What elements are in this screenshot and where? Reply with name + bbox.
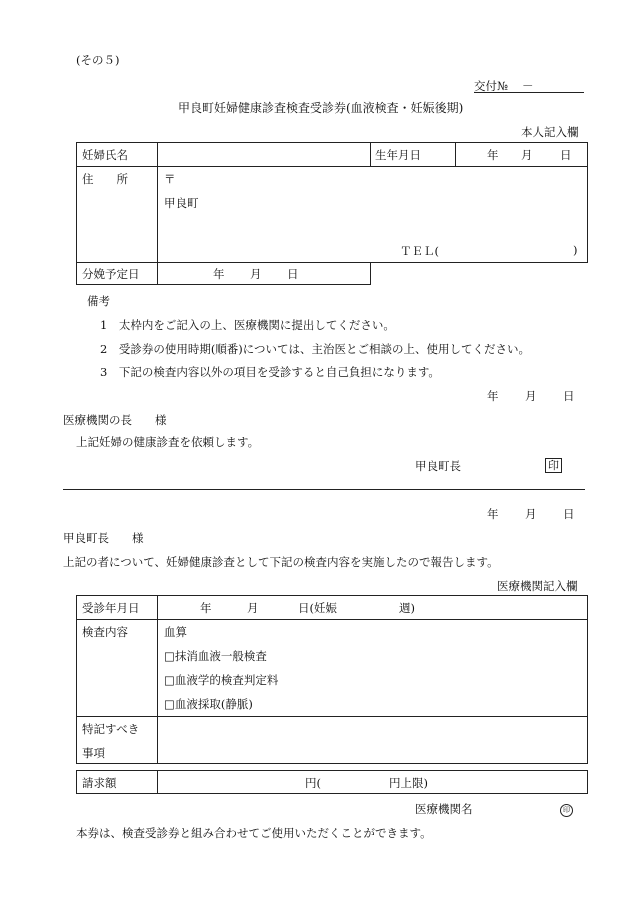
exam-item-hematology-fee[interactable]: □血液学的検査判定料	[164, 673, 279, 687]
request-date-day: 日	[563, 389, 575, 403]
seal-box: 印	[545, 458, 562, 473]
telephone-label: ＴＥＬ(	[400, 244, 439, 258]
patient-table-dob-value-divider	[455, 142, 456, 166]
due-date-year: 年	[213, 267, 225, 281]
patient-name-label: 妊婦氏名	[82, 148, 128, 162]
patient-table-label-column-divider	[157, 142, 158, 263]
postal-mark: 〒	[164, 172, 176, 186]
exam-item-blood-draw[interactable]: □血液採取(静脈)	[164, 697, 253, 711]
exam-info-table	[76, 595, 588, 764]
form-number: (その５)	[76, 53, 120, 67]
request-date-month: 月	[525, 389, 537, 403]
special-notes-label-line2: 事項	[82, 746, 105, 760]
patient-table-row-divider	[76, 166, 588, 167]
issue-number-dash: －	[522, 79, 534, 93]
seal-circle: 印	[560, 804, 573, 817]
document-title: 甲良町妊婦健康診査検査受診券(血液検査・妊娠後期)	[178, 101, 464, 115]
footer-note: 本券は、検査受診券と組み合わせてご使用いただくことができます。	[76, 826, 432, 840]
note-item-2: 2 受診券の使用時期(順番)については、主治医とご相談の上、使用してください。	[100, 342, 531, 356]
institution-seal	[560, 801, 573, 817]
self-entry-label: 本人記入欄	[521, 125, 579, 139]
request-date-year: 年	[487, 389, 499, 403]
exam-table-row-divider-1	[76, 619, 588, 620]
visit-weeks: 週)	[399, 601, 415, 615]
billing-row	[76, 770, 588, 794]
institution-entry-label: 医療機関記入欄	[497, 579, 578, 593]
exam-table-row-divider-2	[76, 716, 588, 717]
report-date-year: 年	[487, 507, 499, 521]
billing-upper-limit: 円上限)	[389, 776, 428, 790]
dob-year: 年	[487, 148, 499, 162]
visit-year: 年	[200, 601, 212, 615]
due-date-divider	[157, 262, 158, 285]
due-date-month: 月	[250, 267, 262, 281]
report-addressee: 甲良町長 様	[63, 531, 144, 545]
report-date-day: 日	[563, 507, 575, 521]
dob-label: 生年月日	[375, 148, 421, 162]
visit-day-pregnancy: 日(妊娠	[298, 601, 337, 615]
exam-item-peripheral-blood[interactable]: □抹消血液一般検査	[164, 649, 267, 663]
special-notes-label-line1: 特記すべき	[82, 722, 140, 736]
telephone-close: )	[573, 243, 578, 257]
town-name: 甲良町	[164, 196, 199, 210]
exam-table-label-column-divider	[157, 595, 158, 764]
note-item-3: 3 下記の検査内容以外の項目を受診すると自己負担になります。	[100, 365, 440, 379]
due-date-label: 分娩予定日	[82, 267, 140, 281]
issue-number-label: 交付№	[474, 79, 508, 93]
patient-info-table	[76, 142, 588, 263]
due-date-day: 日	[287, 267, 299, 281]
issue-number-underline	[474, 92, 584, 93]
dob-month: 月	[521, 148, 533, 162]
billing-label: 請求額	[82, 776, 117, 790]
notes-title: 備考	[87, 294, 110, 308]
report-body: 上記の者について、妊婦健康診査として下記の検査内容を実施したので報告します。	[63, 555, 499, 569]
exam-content-label: 検査内容	[82, 625, 128, 639]
request-body: 上記妊婦の健康診査を依頼します。	[76, 435, 260, 449]
mayor-seal	[545, 458, 562, 473]
exam-item-blood-count: 血算	[164, 625, 187, 639]
report-date-month: 月	[525, 507, 537, 521]
patient-table-dob-divider	[370, 142, 371, 166]
dob-day: 日	[560, 148, 572, 162]
visit-month: 月	[247, 601, 259, 615]
section-divider-line	[63, 489, 585, 490]
institution-name-label: 医療機関名	[415, 802, 473, 816]
note-item-1: 1 太枠内をご記入の上、医療機関に提出してください。	[100, 318, 395, 332]
billing-yen: 円(	[305, 776, 321, 790]
mayor-signature-label: 甲良町長	[415, 459, 461, 473]
request-addressee: 医療機関の長 様	[63, 413, 167, 427]
billing-divider	[157, 770, 158, 794]
visit-date-label: 受診年月日	[82, 601, 140, 615]
address-label: 住 所	[82, 172, 128, 186]
